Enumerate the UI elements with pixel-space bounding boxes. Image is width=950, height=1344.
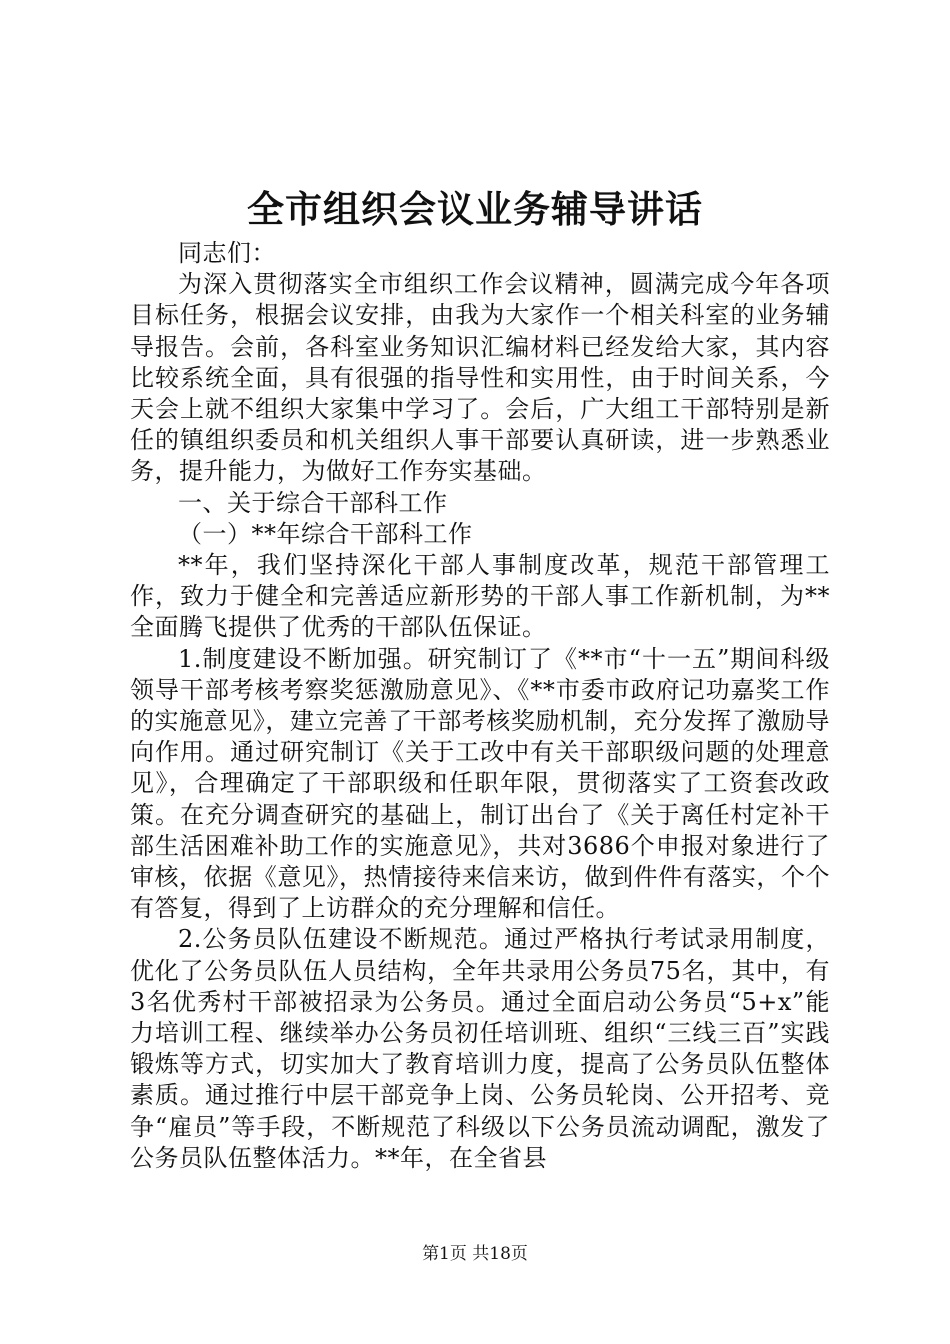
page-footer: 第1页 共18页 <box>422 1244 528 1264</box>
salutation: 同志们： <box>178 239 276 267</box>
paragraph-overview: **年，我们坚持深化干部人事制度改革，规范干部管理工作，致力于健全和完善适应新形势的干部人事工作新机制，为**全面腾飞提供了优秀的干部队伍保证。 <box>130 551 830 642</box>
section-heading: 一、关于综合干部科工作 <box>178 488 448 517</box>
subsection-heading: （一）**年综合干部科工作 <box>178 519 473 548</box>
paragraph-item-2: 2.公务员队伍建设不断规范。通过严格执行考试录用制度，优化了公务员队伍人员结构，全年共录用公务员75名，其中，有3名优秀村干部被招录为公务员。通过全面启动公务员“5+x”能力培训工程、继续举办公务员初任培训班、组织“三线三百”实践锻炼等方式，切实加大了教育培训力度，提高了公务员队伍整体素质。通过推行中层干部竞争上岗、公务员轮岗、公开招考、竞争“雇员”等手段，不断规范了科级以下公务员流动调配，激发了公务员队伍整体活力。**年，在全省县 <box>130 925 830 1172</box>
document-title: 全市组织会议业务辅导讲话 <box>247 188 703 231</box>
paragraph-item-1: 1.制度建设不断加强。研究制订了《**市“十一五”期间科级领导干部考核考察奖惩激励意见》、《**市委市政府记功嘉奖工作的实施意见》，建立完善了干部考核奖励机制，充分发挥了激励导向作用。通过研究制订《关于工改中有关干部职级问题的处理意见》，合理确定了干部职级和任职年限，贯彻落实了工资套改政策。在充分调查研究的基础上，制订出台了《关于离任村定补干部生活困难补助工作的实施意见》，共对3686个申报对象进行了审核，依据《意见》，热情接待来信来访，做到件件有落实，个个有答复，得到了上访群众的充分理解和信任。 <box>130 644 830 923</box>
document-body <box>130 238 830 1174</box>
paragraph-intro: 为深入贯彻落实全市组织工作会议精神，圆满完成今年各项目标任务，根据会议安排，由我为大家作一个相关科室的业务辅导报告。会前，各科室业务知识汇编材料已经发给大家，其内容比较系统全面，具有很强的指导性和实用性，由于时间关系，今天会上就不组织大家集中学习了。会后，广大组工干部特别是新任的镇组织委员和机关组织人事干部要认真研读，进一步熟悉业务，提升能力，为做好工作夯实基础。 <box>130 270 830 486</box>
